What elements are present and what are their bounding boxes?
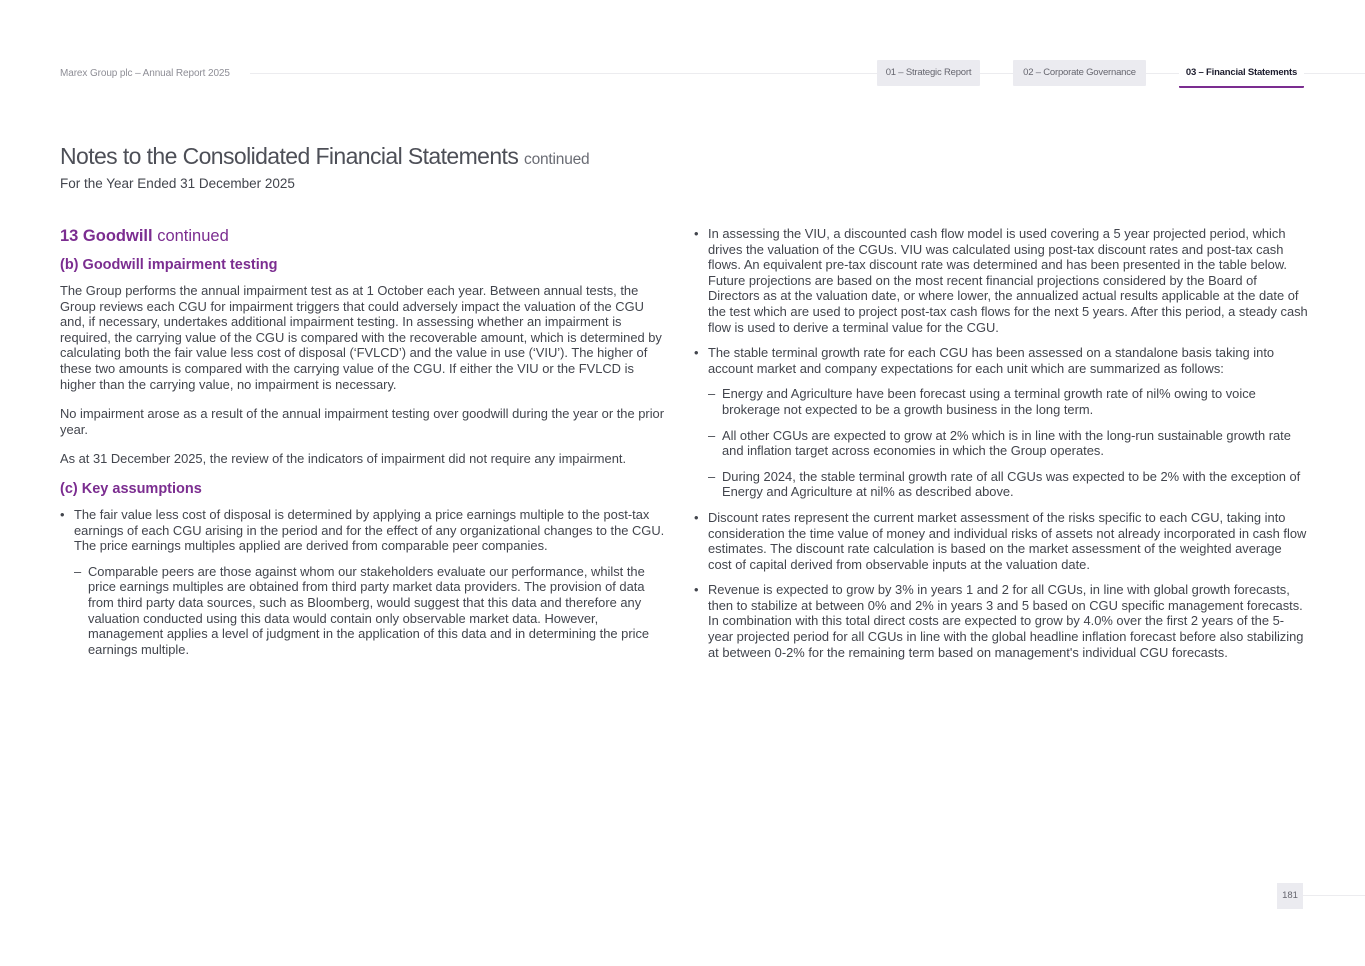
page-title [60,143,589,170]
page-number: 181 [1277,883,1303,909]
section-continued: continued [157,227,229,245]
report-label: Marex Group plc – Annual Report 2025 [60,68,230,79]
bullet-terminal-growth: • The stable terminal growth rate for each CGU has been assessed on a standalone basis taking into account market and company expectations for each unit which are summarized as follows: [694,345,1308,376]
page-title-main: Notes to the Consolidated Financial Statements [60,143,519,169]
tab-corporate-governance[interactable]: 02 – Corporate Governance [1013,60,1146,86]
tab-strategic-report[interactable]: 01 – Strategic Report [877,60,980,86]
bullet-discount-rates: • Discount rates represent the current market assessment of the risks specific to each CGU, taking into consideration the time value of money and individual risks of assets not already incorporated in cash flow estimates. The discount rate calculation is based on the market assessment of the weighted average cost of capital derived from observable inputs at the valuation date. [694,510,1308,572]
right-column [694,226,1308,660]
bullet-viu: • In assessing the VIU, a discounted cash flow model is used covering a 5 year projected period, which drives the valuation of the CGUs. VIU was calculated using post-tax discount rates and post-tax cash flows. An equivalent pre-tax discount rate was determined and has been presented in the table below. Future projections are based on the most recent financial projections considered by the Board of Directors as at the valuation date, or where lower, the annualized actual results applicable at the date of the test which are used to project post-tax cash flows for the next 5 years. After this period, a steady cash flow is used to derive a terminal value for the CGU. [694,226,1308,335]
dash-comparable-peers: – Comparable peers are those against whom our stakeholders evaluate our performance, whilst the price earnings multiples are obtained from third party market data providers. The provision of data from third party data sources, such as Bloomberg, would suggest that this data and therefore any valuation conducted using this data would contain only observable market data. However, management applies a level of judgment in the application of this data and in determining the price earnings multiple. [60,564,672,658]
dash-other-cgus: – All other CGUs are expected to grow at 2% which is in line with the long-run sustainable growth rate and inflation target across economies in which the Group operates. [694,428,1308,459]
page-title-continued: continued [524,151,590,168]
section-heading [60,226,672,246]
paragraph-review-indicators: As at 31 December 2025, the review of the indicators of impairment did not require any impairment. [60,451,627,467]
bullet-revenue-growth: • Revenue is expected to grow by 3% in years 1 and 2 for all CGUs, in line with global growth forecasts, then to stabilize at between 0% and 2% in years 3 and 5 based on CGU specific management forecasts. In combination with this total direct costs are expected to grow by 4.0% over the first 2 years of the 5-year projected period for all CGUs in line with the global headline inflation forecast before also stabilizing at between 0-2% for the remaining term based on management's individual CGU forecasts. [694,582,1308,660]
subheading-key-assumptions: (c) Key assumptions [60,480,202,497]
page-subtitle: For the Year Ended 31 December 2025 [60,176,295,191]
paragraph-impairment-test: The Group performs the annual impairment test as at 1 October each year. Between annual tests, the Group reviews each CGU for impairment triggers that could adversely impact the valuation of the CGU and, if necessary, undertakes additional impairment testing. In assessing whether an impairment is required, the carrying value of the CGU is compared with the recoverable amount, which is determined by calculating both the fair value less cost of disposal (‘FVLCD’) and the value in use (‘VIU’). The higher of these two amounts is compared with the carrying value of the CGU. If either the VIU or the FVLCD is higher than the carrying value, no impairment is necessary. [60,283,662,392]
section-title: 13 Goodwill [60,227,153,245]
tab-financial-statements[interactable]: 03 – Financial Statements [1179,60,1304,88]
dash-energy-agriculture: – Energy and Agriculture have been forecast using a terminal growth rate of nil% owing to voice brokerage not expected to be a growth business in the long term. [694,386,1308,417]
footer-rule [1303,895,1365,896]
left-column [60,226,672,657]
dash-during-2024: – During 2024, the stable terminal growth rate of all CGUs was expected to be 2% with the exception of Energy and Agriculture at nil% as described above. [694,469,1308,500]
subheading-goodwill-impairment: (b) Goodwill impairment testing [60,257,278,273]
paragraph-no-impairment: No impairment arose as a result of the annual impairment testing over goodwill during the year or the prior year. [60,406,665,437]
bullet-fvlcd: • The fair value less cost of disposal is determined by applying a price earnings multiple to the post-tax earnings of each CGU arising in the period and for the effect of any organizational changes to the CGU. The price earnings multiples applied are derived from comparable peer companies. [60,507,672,554]
